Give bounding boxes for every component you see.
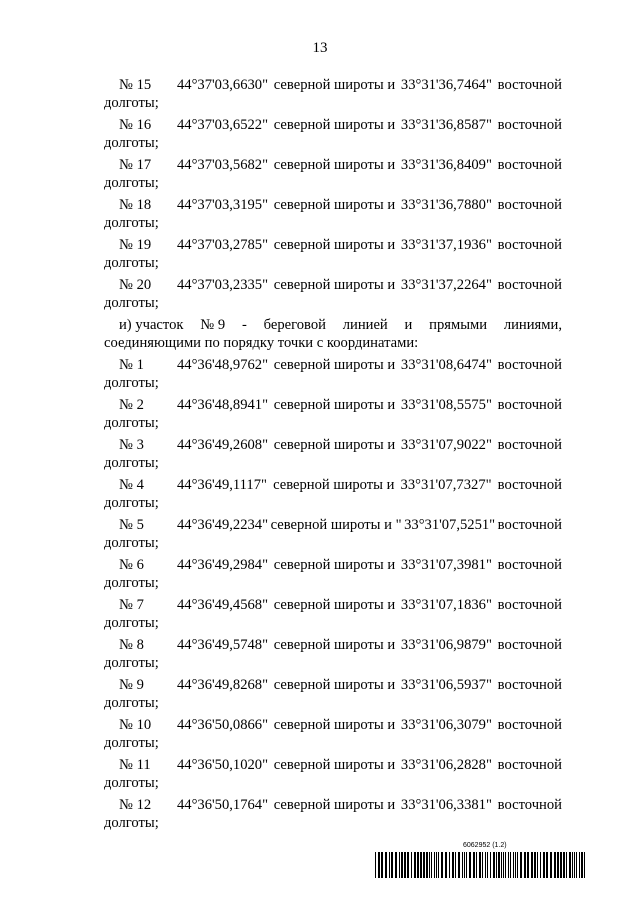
coordinate-line xyxy=(104,756,562,774)
longitude-label-continued: долготы; xyxy=(104,375,159,391)
longitude-label-continued: долготы; xyxy=(104,495,159,511)
longitude-label-continued: долготы; xyxy=(104,215,159,231)
coordinate-entry xyxy=(104,596,562,632)
latitude-value: 44°36'49,4568" xyxy=(177,597,269,613)
longitude-value: 33°31'08,6474" xyxy=(400,357,492,373)
coordinate-line xyxy=(104,476,562,494)
intro-word: № 9 xyxy=(200,317,226,333)
longitude-value: 33°31'06,5937" xyxy=(400,677,492,693)
latitude-value: 44°36'48,8941" xyxy=(177,397,269,413)
longitude-label-continued: долготы; xyxy=(104,415,159,431)
longitude-label: восточной xyxy=(497,557,562,573)
longitude-value: 33°31'07,7327" xyxy=(400,477,492,493)
coordinate-left xyxy=(119,196,268,214)
longitude-label-continued: долготы; xyxy=(104,455,159,471)
longitude-label-continued: долготы; xyxy=(104,175,159,191)
point-number: № 15 xyxy=(119,77,152,93)
longitude-value: 33°31'36,7464" xyxy=(400,77,492,93)
longitude-label: восточной xyxy=(497,477,562,493)
coordinate-entry xyxy=(104,356,562,392)
latitude-label: северной широты и xyxy=(273,677,396,693)
point-number: № 12 xyxy=(119,797,152,813)
latitude-label: северной широты и xyxy=(273,277,396,293)
longitude-value: 33°31'36,8587" xyxy=(400,117,492,133)
longitude-label: восточной xyxy=(497,197,562,213)
intro-word: и) участок xyxy=(119,317,184,333)
latitude-value: 44°37'03,5682" xyxy=(177,157,269,173)
coordinate-entry xyxy=(104,276,562,312)
latitude-label: северной широты и xyxy=(273,157,396,173)
coordinate-entry xyxy=(104,236,562,272)
point-number: № 6 xyxy=(119,557,144,573)
coordinate-left xyxy=(119,396,268,414)
latitude-label: северной широты и xyxy=(273,717,396,733)
point-number: № 4 xyxy=(119,477,144,493)
longitude-value: 33°31'36,8409" xyxy=(400,157,492,173)
coordinate-entry xyxy=(104,76,562,112)
point-number: № 5 xyxy=(119,517,144,533)
coordinate-line xyxy=(104,76,562,94)
section-intro xyxy=(104,316,562,352)
section-intro-line2: соединяющими по порядку точки с координатами: xyxy=(104,335,419,351)
coordinate-left xyxy=(119,236,268,254)
coordinate-entry xyxy=(104,756,562,792)
latitude-value: 44°36'50,1764" xyxy=(177,797,269,813)
coordinate-left xyxy=(119,716,268,734)
coordinate-entry xyxy=(104,396,562,432)
longitude-label: восточной xyxy=(497,157,562,173)
longitude-label-continued: долготы; xyxy=(104,535,159,551)
point-number: № 16 xyxy=(119,117,152,133)
point-number: № 11 xyxy=(119,757,151,773)
coordinate-left xyxy=(119,676,268,694)
coordinate-line xyxy=(104,236,562,254)
longitude-value: 33°31'07,3981" xyxy=(400,557,492,573)
longitude-value: 33°31'07,1836" xyxy=(400,597,492,613)
intro-word: прямыми xyxy=(429,317,488,333)
longitude-label: восточной xyxy=(497,637,562,653)
coordinate-entry xyxy=(104,636,562,672)
latitude-label: северной широты и xyxy=(273,117,396,133)
latitude-value: 44°36'49,8268" xyxy=(177,677,269,693)
coordinate-entry xyxy=(104,796,562,832)
longitude-label-continued: долготы; xyxy=(104,815,159,831)
latitude-label: северной широты и xyxy=(273,237,396,253)
coordinate-line xyxy=(104,356,562,374)
point-number: № 8 xyxy=(119,637,144,653)
longitude-value: 33°31'37,2264" xyxy=(400,277,492,293)
longitude-label: восточной xyxy=(497,677,562,693)
point-number: № 20 xyxy=(119,277,152,293)
coordinate-line xyxy=(104,116,562,134)
latitude-value: 44°36'49,2608" xyxy=(177,437,269,453)
page-number: 13 xyxy=(312,40,328,56)
longitude-label: восточной xyxy=(497,357,562,373)
coordinate-left xyxy=(119,276,268,294)
intro-word: береговой xyxy=(263,317,326,333)
longitude-label-continued: долготы; xyxy=(104,775,159,791)
latitude-value: 44°36'50,1020" xyxy=(177,757,269,773)
longitude-label: восточной xyxy=(497,117,562,133)
longitude-label-continued: долготы; xyxy=(104,295,159,311)
coordinate-entry xyxy=(104,436,562,472)
latitude-label: северной широты и xyxy=(273,757,396,773)
coordinate-left xyxy=(119,356,268,374)
latitude-label: северной широты и xyxy=(273,357,396,373)
intro-word: - xyxy=(241,317,247,333)
intro-word: и xyxy=(404,317,413,333)
longitude-value: 33°31'06,2828" xyxy=(400,757,492,773)
coordinate-entry xyxy=(104,676,562,712)
coordinate-entry xyxy=(104,516,562,552)
latitude-value: 44°36'48,9762" xyxy=(177,357,269,373)
point-number: № 1 xyxy=(119,357,144,373)
latitude-value: 44°37'03,2785" xyxy=(177,237,269,253)
longitude-value: 33°31'08,5575" xyxy=(400,397,492,413)
coordinate-list-b xyxy=(104,356,562,832)
longitude-value: 33°31'06,9879" xyxy=(400,637,492,653)
longitude-label: восточной xyxy=(497,277,562,293)
longitude-label: восточной xyxy=(497,77,562,93)
coordinate-line xyxy=(104,716,562,734)
latitude-value: 44°37'03,3195" xyxy=(177,197,269,213)
coordinate-entry xyxy=(104,196,562,232)
latitude-value: 44°36'49,2984" xyxy=(177,557,269,573)
longitude-label: восточной xyxy=(497,597,562,613)
longitude-label: восточной xyxy=(497,717,562,733)
coordinate-list-a xyxy=(104,76,562,312)
longitude-label-continued: долготы; xyxy=(104,695,159,711)
coordinate-line xyxy=(104,676,562,694)
latitude-value: 44°37'03,6522" xyxy=(177,117,269,133)
barcode-icon xyxy=(375,852,587,878)
point-number: № 9 xyxy=(119,677,144,693)
longitude-value: 33°31'07,5251" xyxy=(404,517,496,533)
coordinate-left xyxy=(119,796,268,814)
longitude-value: 33°31'36,7880" xyxy=(400,197,492,213)
coordinate-line xyxy=(104,156,562,174)
longitude-label: восточной xyxy=(497,437,562,453)
coordinate-line xyxy=(104,436,562,454)
longitude-label-continued: долготы; xyxy=(104,575,159,591)
point-number: № 17 xyxy=(119,157,152,173)
coordinate-line xyxy=(104,596,562,614)
latitude-label: северной широты и " xyxy=(270,517,402,533)
coordinate-entry xyxy=(104,716,562,752)
coordinate-line xyxy=(104,516,562,534)
longitude-value: 33°31'06,3079" xyxy=(400,717,492,733)
longitude-label-continued: долготы; xyxy=(104,95,159,111)
intro-word: линией xyxy=(342,317,388,333)
latitude-label: северной широты и xyxy=(273,437,396,453)
longitude-label-continued: долготы; xyxy=(104,135,159,151)
longitude-label: восточной xyxy=(497,797,562,813)
longitude-label: восточной xyxy=(497,517,562,533)
coordinate-left xyxy=(119,76,268,94)
coordinate-entry xyxy=(104,156,562,192)
point-number: № 10 xyxy=(119,717,152,733)
coordinate-left xyxy=(119,156,268,174)
document-body xyxy=(104,76,562,836)
coordinate-left xyxy=(119,516,268,534)
longitude-value: 33°31'37,1936" xyxy=(400,237,492,253)
latitude-label: северной широты и xyxy=(273,637,396,653)
longitude-value: 33°31'06,3381" xyxy=(400,797,492,813)
latitude-label: северной широты и xyxy=(273,77,396,93)
longitude-label-continued: долготы; xyxy=(104,735,159,751)
coordinate-left xyxy=(119,476,267,494)
longitude-label: восточной xyxy=(497,237,562,253)
latitude-value: 44°36'49,1117" xyxy=(177,477,267,493)
latitude-label: северной широты и xyxy=(273,197,396,213)
coordinate-left xyxy=(119,556,268,574)
latitude-label: северной широты и xyxy=(273,597,396,613)
coordinate-line xyxy=(104,396,562,414)
latitude-label: северной широты и xyxy=(273,477,395,493)
longitude-label: восточной xyxy=(497,397,562,413)
point-number: № 2 xyxy=(119,397,144,413)
latitude-value: 44°37'03,2335" xyxy=(177,277,269,293)
barcode-label: 6062952 (1.2) xyxy=(463,842,507,849)
point-number: № 7 xyxy=(119,597,144,613)
longitude-label-continued: долготы; xyxy=(104,255,159,271)
section-intro-line1 xyxy=(104,316,562,334)
longitude-label: восточной xyxy=(497,757,562,773)
longitude-label-continued: долготы; xyxy=(104,615,159,631)
coordinate-line xyxy=(104,276,562,294)
coordinate-line xyxy=(104,796,562,814)
coordinate-entry xyxy=(104,476,562,512)
point-number: № 3 xyxy=(119,437,144,453)
coordinate-line xyxy=(104,196,562,214)
coordinate-left xyxy=(119,116,268,134)
coordinate-left xyxy=(119,636,268,654)
coordinate-entry xyxy=(104,556,562,592)
latitude-label: северной широты и xyxy=(273,797,396,813)
coordinate-left xyxy=(119,436,268,454)
coordinate-line xyxy=(104,636,562,654)
point-number: № 18 xyxy=(119,197,152,213)
point-number: № 19 xyxy=(119,237,152,253)
coordinate-left xyxy=(119,756,268,774)
latitude-value: 44°36'49,5748" xyxy=(177,637,269,653)
latitude-value: 44°36'49,2234" xyxy=(177,517,269,533)
longitude-label-continued: долготы; xyxy=(104,655,159,671)
latitude-value: 44°36'50,0866" xyxy=(177,717,269,733)
barcode xyxy=(375,842,587,878)
latitude-value: 44°37'03,6630" xyxy=(177,77,269,93)
coordinate-line xyxy=(104,556,562,574)
latitude-label: северной широты и xyxy=(273,397,396,413)
coordinate-entry xyxy=(104,116,562,152)
intro-word: линиями, xyxy=(503,317,562,333)
coordinate-left xyxy=(119,596,268,614)
longitude-value: 33°31'07,9022" xyxy=(400,437,492,453)
latitude-label: северной широты и xyxy=(273,557,396,573)
